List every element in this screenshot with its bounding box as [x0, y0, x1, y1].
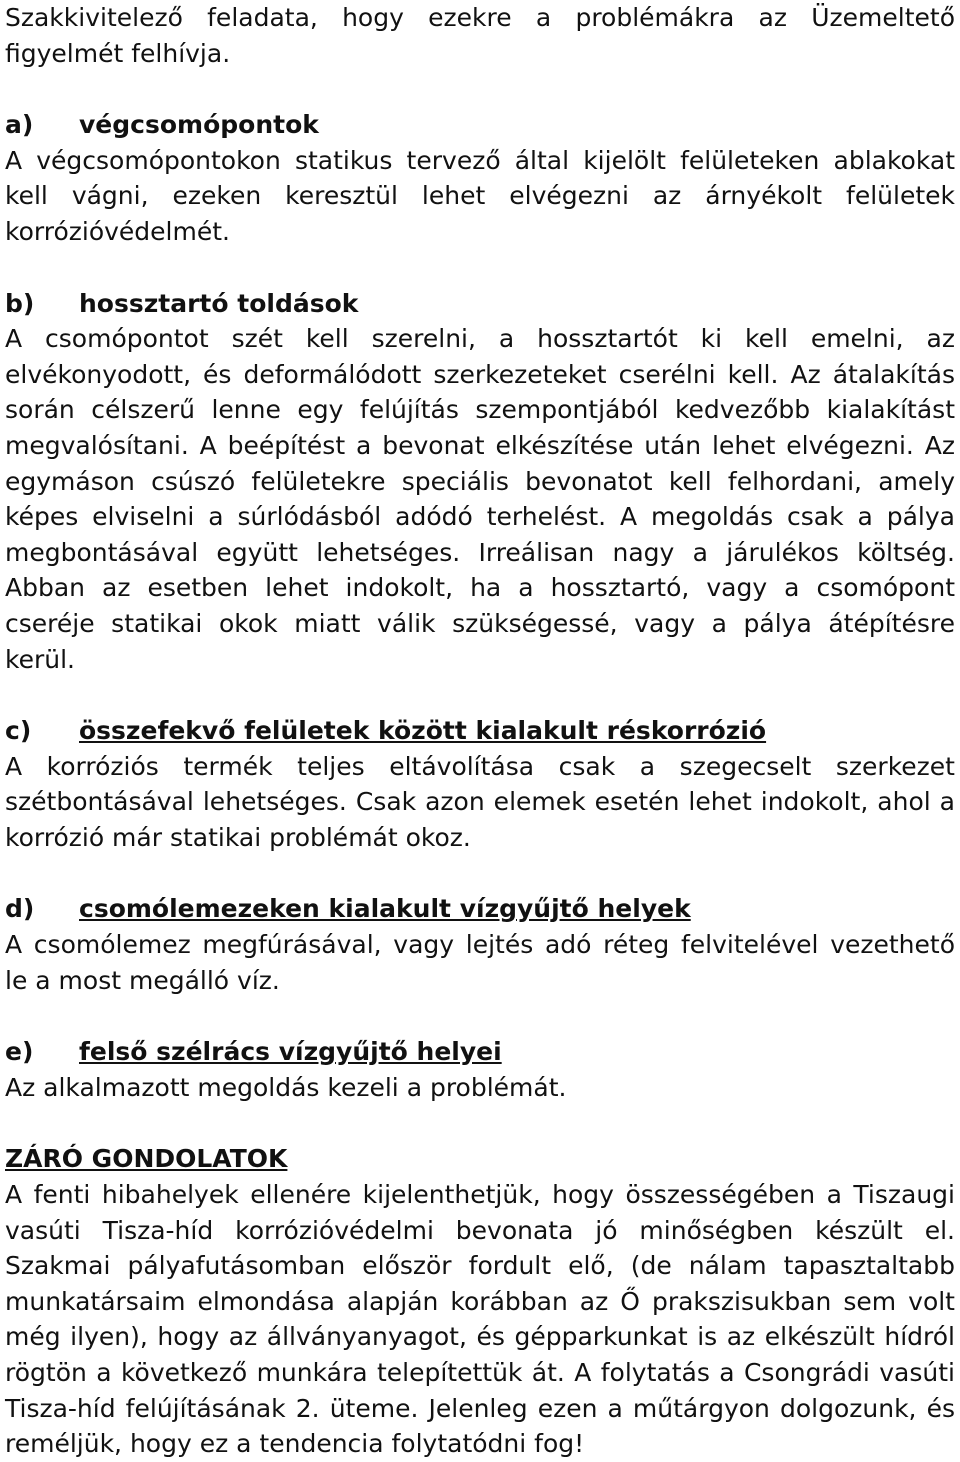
section-c-heading — [5, 713, 955, 749]
section-c-letter: c) — [5, 716, 32, 746]
section-e-title: felső szélrács vízgyűjtő helyei — [79, 1037, 502, 1067]
section-e — [5, 1034, 955, 1105]
section-a-title: végcsomópontok — [79, 110, 319, 140]
section-c — [5, 713, 955, 855]
document-page — [5, 0, 955, 1462]
section-d — [5, 891, 955, 998]
section-e-body: Az alkalmazott megoldás kezeli a problémát. — [5, 1072, 567, 1102]
closing-body: A fenti hibahelyek ellenére kijelenthetjük, hogy összességében a Tiszaugi vasúti Tisza-híd korrózióvédelmi bevonata jó minőségben készült el. Szakmai pályafutásomban először fordult elő, (de nálam tapasztaltabb munkatársaim elmondása alapján korábban az Ő prakszisukban sem volt még ilyen), hogy az állványanyagot, és gépparkunkat is az elkészült hídról rögtön a következő munkára telepítettük át. A folytatás a Csongrádi vasúti Tisza-híd felújításának 2. üteme. Jelenleg ezen a műtárgyon dolgozunk, és reméljük, hogy ez a tendencia folytatódni fog! — [5, 1180, 955, 1459]
section-c-body: A korróziós termék teljes eltávolítása csak a szegecselt szerkezet szétbontásával lehetséges. Csak azon elemek esetén lehet indokolt, ahol a korrózió már statikai problémát okoz. — [5, 751, 955, 852]
section-e-letter: e) — [5, 1037, 34, 1067]
section-b — [5, 286, 955, 678]
intro-paragraph: Szakkivitelező feladata, hogy ezekre a problémákra az Üzemeltető figyelmét felhívja. — [5, 3, 955, 68]
section-c-title: összefekvő felületek között kialakult réskorrózió — [79, 716, 767, 746]
section-a-letter: a) — [5, 110, 34, 140]
section-d-body: A csomólemez megfúrásával, vagy lejtés adó réteg felvitelével vezethető le a most megálló víz. — [5, 930, 955, 995]
section-d-title: csomólemezeken kialakult vízgyűjtő helyek — [79, 894, 691, 924]
section-e-heading — [5, 1034, 955, 1070]
section-a-heading — [5, 107, 955, 143]
section-b-body: A csomópontot szét kell szerelni, a hossztartót ki kell emelni, az elvékonyodott, és deformálódott szerkezeteket cserélni kell. Az átalakítás során célszerű lenne egy felújítás szempontjából kedvezőbb kialakítást megvalósítani. A beépítést a bevonat elkészítése után lehet elvégezni. Az egymáson csúszó felületekre speciális bevonatot kell felhordani, amely képes elviselni a súrlódásból adódó terhelést. A megoldás csak a pálya megbontásával együtt lehetséges. Irreálisan nagy a járulékos költség. Abban az esetben lehet indokolt, ha a hossztartó, vagy a csomópont cseréje statikai okok miatt válik szükségessé, vagy a pálya átépítésre kerül. — [5, 324, 955, 674]
section-b-letter: b) — [5, 288, 35, 318]
section-d-letter: d) — [5, 894, 35, 924]
section-a — [5, 107, 955, 249]
closing-heading — [5, 1141, 955, 1177]
section-d-heading — [5, 891, 955, 927]
section-a-body: A végcsomópontokon statikus tervező által kijelölt felületeken ablakokat kell vágni, ezeken keresztül lehet elvégezni az árnyékolt felületek korrózióvédelmét. — [5, 145, 955, 246]
closing-title: ZÁRÓ GONDOLATOK — [5, 1144, 288, 1174]
section-b-title: hossztartó toldások — [79, 288, 359, 318]
closing-section — [5, 1141, 955, 1461]
section-b-heading — [5, 286, 955, 322]
